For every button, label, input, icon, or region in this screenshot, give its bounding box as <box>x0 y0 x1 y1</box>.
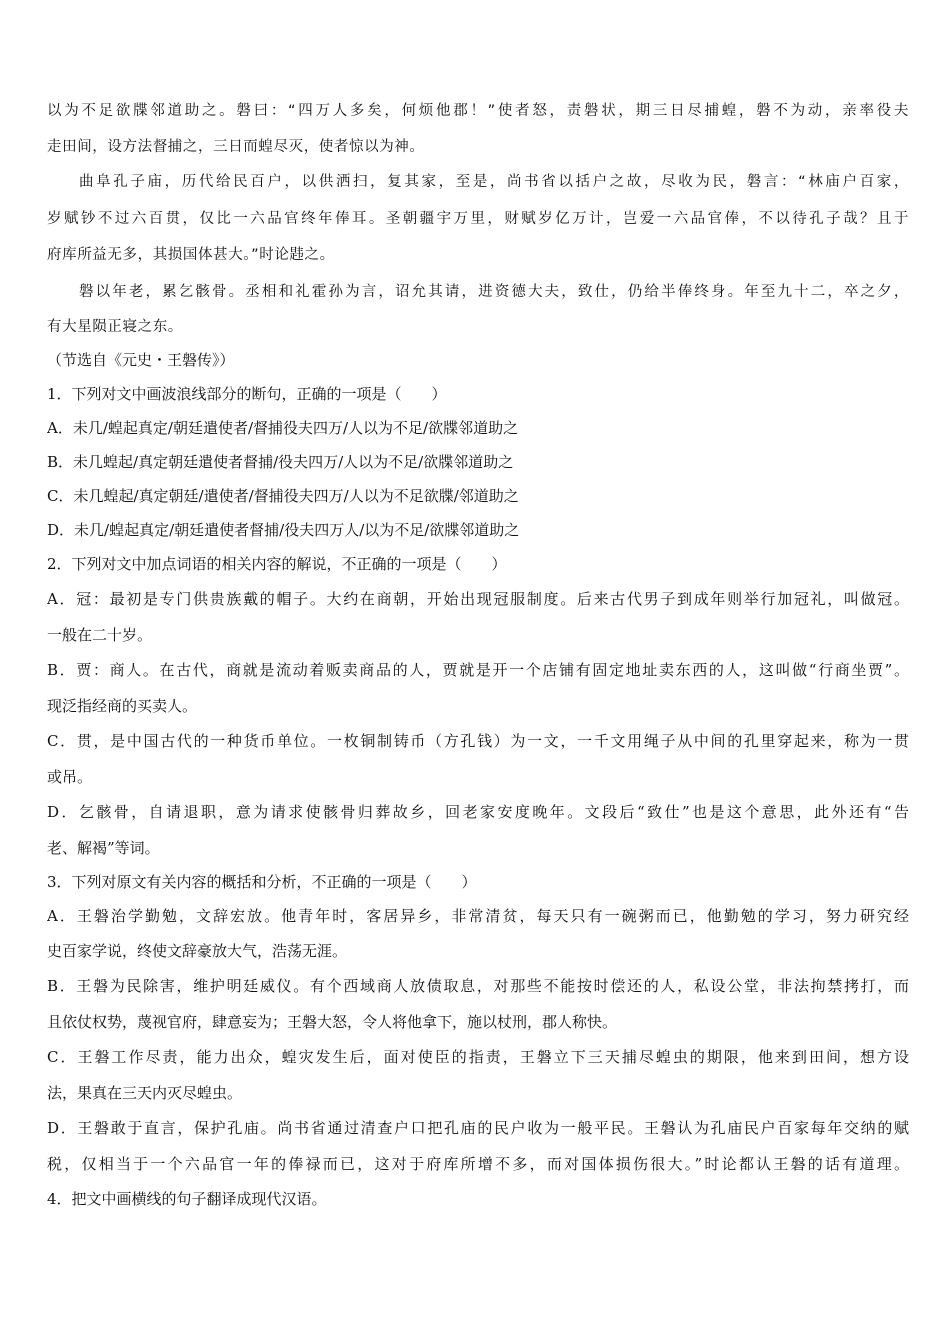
question-3-option-d-line-2: 税，仅相当于一个六品官一年的俸禄而已，这对于府库所增不多，而对国体损伤很大。”时论都认王磐的话有道理。 <box>47 1155 909 1173</box>
passage-line-3: 曲阜孔子庙，历代给民百户，以供洒扫，复其家，至是，尚书省以括户之故，尽收为民，磐言：“林庙户百家， <box>79 174 909 190</box>
question-3-option-c-line-2: 法，果真在三天内灭尽蝗虫。 <box>47 1084 243 1102</box>
question-1-option-c: C．未几蝗起/真定朝廷/遣使者/督捕役夫四万/人以为不足欲牒/邻道助之 <box>47 487 519 505</box>
question-2-option-d-line-1: D．乞骸骨，自请退职，意为请求使骸骨归葬故乡，回老家安度晚年。文段后“致仕”也是这个意思，此外还有“告 <box>47 803 909 821</box>
question-1-option-d: D．未几/蝗起真定/朝廷遣使者督捕/役夫四万人/以为不足/欲牒邻道助之 <box>47 521 520 539</box>
passage-line-4: 岁赋钞不过六百贯，仅比一六品官终年俸耳。圣朝疆宇万里，财赋岁亿万计，岂爱一六品官俸，不以待孔子哉？且于 <box>47 211 909 227</box>
question-1-stem: 1．下列对文中画波浪线部分的断句，正确的一项是（ ） <box>47 385 447 403</box>
question-2-option-b-line-2: 现泛指经商的买卖人。 <box>47 697 198 715</box>
question-1-option-a: A．未几/蝗起真定/朝廷遣使者/督捕役夫四万/人以为不足/欲牒邻道助之 <box>47 419 519 437</box>
passage-line-5: 府库所益无多，其损国体甚大。”时论韪之。 <box>47 247 335 263</box>
passage-source: （节选自《元史・王磐传》） <box>47 351 235 369</box>
question-3-option-a-line-1: A．王磐治学勤勉，文辞宏放。他青年时，客居异乡，非常清贫，每天只有一碗粥而已，他勤勉的学习，努力研究经 <box>47 907 909 925</box>
question-2-stem: 2．下列对文中加点词语的相关内容的解说，不正确的一项是（ ） <box>47 555 507 573</box>
question-2-option-b-line-1: B．贾：商人。在古代，商就是流动着贩卖商品的人，贾就是开一个店铺有固定地址卖东西的人，这叫做“行商坐贾”。 <box>47 661 909 679</box>
question-2-option-a-line-1: A．冠：最初是专门供贵族戴的帽子。大约在商朝，开始出现冠服制度。后来古代男子到成年则举行加冠礼，叫做冠。 <box>47 590 909 608</box>
passage-line-6: 磐以年老，累乞骸骨。丞相和礼霍孙为言，诏允其请，进资德大夫，致仕，仍给半俸终身。年至九十二，卒之夕， <box>79 284 909 300</box>
question-3-option-b-line-2: 且依仗权势，蔑视官府，肆意妄为；王磐大怒，令人将他拿下，施以杖刑，郡人称快。 <box>47 1013 618 1031</box>
passage-line-7: 有大星陨正寝之东。 <box>47 319 183 335</box>
passage-line-1: 以为不足欲牒邻道助之。磐曰：“四万人多矣，何烦他郡！”使者怒，责磐状，期三日尽捕蝗，磐不为动，亲率役夫 <box>47 103 909 119</box>
question-2-option-a-line-2: 一般在二十岁。 <box>47 626 153 644</box>
question-3-option-b-line-1: B．王磐为民除害，维护明廷威仪。有个西域商人放债取息，对那些不能按时偿还的人，私设公堂，非法拘禁拷打，而 <box>47 977 909 995</box>
question-4-stem: 4．把文中画横线的句子翻译成现代汉语。 <box>47 1190 327 1208</box>
question-3-option-a-line-2: 史百家学说，终使文辞豪放大气，浩荡无涯。 <box>47 942 348 960</box>
question-3-option-c-line-1: C．王磐工作尽责，能力出众，蝗灾发生后，面对使臣的指责，王磐立下三天捕尽蝗虫的期限，他来到田间，想方设 <box>47 1048 909 1066</box>
passage-line-2: 走田间，设方法督捕之，三日而蝗尽灭，使者惊以为神。 <box>47 139 425 155</box>
question-2-option-c-line-1: C．贯，是中国古代的一种货币单位。一枚铜制铸币（方孔钱）为一文，一千文用绳子从中间的孔里穿起来，称为一贯 <box>47 732 909 750</box>
question-3-option-d-line-1: D．王磐敢于直言，保护孔庙。尚书省通过清查户口把孔庙的民户收为一般平民。王磐认为孔庙民户百家每年交纳的赋 <box>47 1119 909 1137</box>
question-1-option-b: B．未几蝗起/真定朝廷遣使者督捕/役夫四万/人以为不足/欲牒邻道助之 <box>47 453 514 471</box>
question-2-option-c-line-2: 或吊。 <box>47 768 93 786</box>
question-2-option-d-line-2: 老、解褐”等词。 <box>47 839 160 857</box>
question-3-stem: 3．下列对原文有关内容的概括和分析，不正确的一项是（ ） <box>47 873 477 891</box>
